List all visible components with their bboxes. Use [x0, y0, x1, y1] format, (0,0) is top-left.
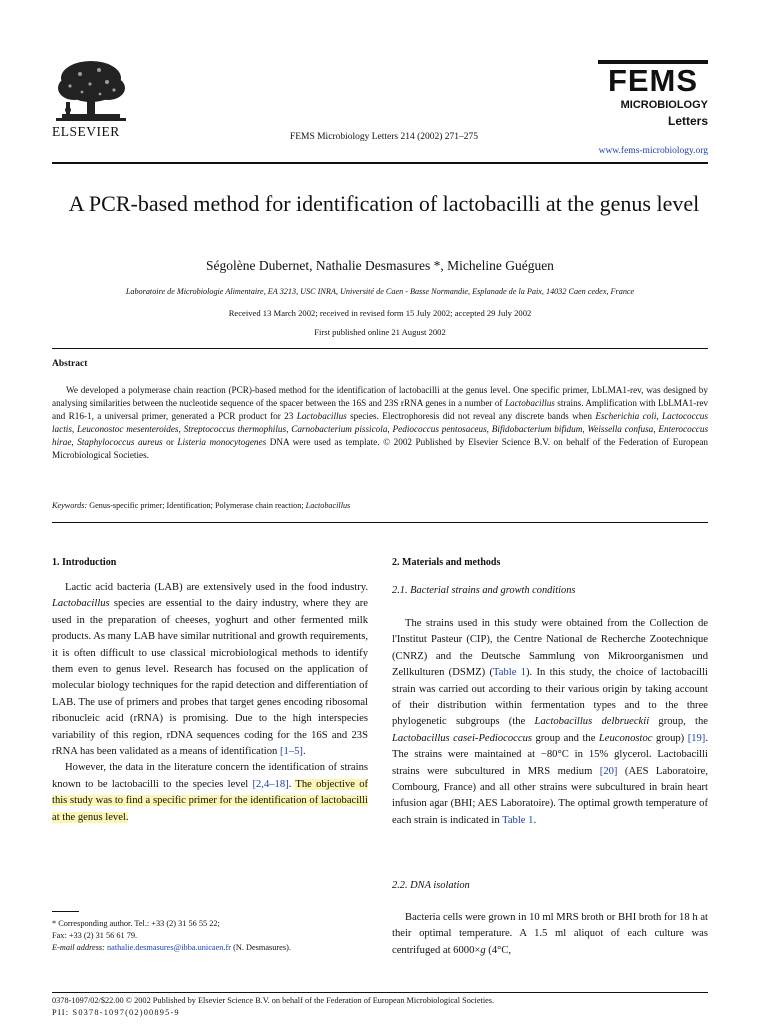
reference-link[interactable]: [2,4–18] [252, 778, 289, 790]
italic-term: Listeria monocytogenes [177, 437, 267, 448]
text-run: We developed a polymerase chain reaction (PCR)-based method for the identification of lactobacilli at the genus level. One specific primer, LbLMA1-rev, was designed by analysing similarities between the nucleotide sequence of the spacer between the 16S and 23S rRNA genes in a number of [52, 385, 708, 409]
header-divider [52, 162, 708, 164]
reference-link[interactable]: Table 1 [493, 667, 527, 679]
email-suffix: (N. Desmasures). [231, 943, 291, 953]
subsection-2-2-heading: 2.2. DNA isolation [392, 880, 470, 891]
footnotes [52, 918, 382, 955]
text-run: . The strains were maintained at −80°C in 15% glycerol. Lactobacilli strains were subcultured in MRS medium [392, 732, 708, 777]
text-run: Lactic acid bacteria (LAB) are extensively used in the food industry. [65, 582, 368, 593]
introduction-paragraph-2 [52, 760, 368, 826]
subsection-2-2-paragraph [392, 910, 708, 959]
italic-term: Lactobacillus [305, 501, 351, 510]
footnote-corresponding: * Corresponding author. Tel.: +33 (2) 31 56 55 22; [52, 919, 220, 928]
subsection-2-2-body [392, 910, 708, 959]
italic-term: Lactobacillus [296, 411, 347, 422]
keywords [52, 501, 708, 510]
fems-logo-line1: MICROBIOLOGY [620, 99, 708, 111]
reference-link[interactable]: [1–5] [280, 746, 303, 758]
text-run: , [71, 437, 78, 448]
introduction-paragraph-1 [52, 580, 368, 760]
subsection-2-1-body [392, 616, 708, 829]
reference-link[interactable]: [20] [599, 765, 618, 777]
text-run: Genus-specific primer; Identification; Polymerase chain reaction; [87, 501, 306, 510]
italic-term: Enterococcus hirae [52, 424, 709, 448]
first-published-date: First published online 21 August 2002 [314, 327, 446, 337]
authors: Ségolène Dubernet, Nathalie Desmasures *, Micheline Guéguen [206, 258, 554, 273]
reference-link[interactable]: Table 1 [502, 814, 534, 826]
text-run: , [653, 424, 659, 435]
footnote-divider [52, 911, 79, 912]
highlighted-text: The objective of this study was to find a specific primer for the identification of lactobacilli at the genus level. [52, 778, 369, 823]
abstract-body [52, 384, 708, 463]
text-run: . [288, 778, 296, 790]
text-run: . [533, 814, 537, 826]
text-run: group, the [649, 716, 708, 728]
text-run: , [71, 424, 78, 435]
text-run: strains. Amplification with LbLMA1-rev and R16-1, a universal primer, generated a PCR product for 23 [52, 398, 708, 422]
journal-citation: FEMS Microbiology Letters 214 (2002) 271–275 [289, 132, 479, 142]
methods-heading: 2. Materials and methods [392, 557, 501, 568]
italic-term: g [480, 944, 486, 956]
reference-link[interactable]: [19] [687, 732, 706, 744]
text-run: . [302, 746, 306, 758]
italic-term: Streptococcus thermophilus [183, 424, 287, 435]
text-run: DNA were used as template. © 2002 Published by Elsevier Science B.V. on behalf of the Federation of European Microbiological Societies. [52, 437, 708, 461]
abstract-heading: Abstract [52, 359, 88, 369]
italic-term: Lactobacillus [504, 398, 555, 409]
italic-term: Lactococcus lactis [52, 411, 708, 435]
affiliation: Laboratoire de Microbiologie Alimentaire, EA 3213, USC INRA, Université de Caen - Basse Normandie, Esplanade de la Paix, 14032 Caen cedex, France [125, 287, 635, 296]
received-dates: Received 13 March 2002; received in revised form 15 July 2002; accepted 29 July 2002 [228, 308, 532, 318]
text-run: Bacteria cells were grown in 10 ml MRS broth or BHI broth for 18 h at their optimal temperature. A 1.5 ml aliquot of each culture was centrifuged at 6000× [392, 912, 708, 956]
italic-term: Carnobacterium pissicola [291, 424, 388, 435]
text-run: However, the data in the literature concern the identification of strains known to be lactobacilli to the species level [52, 762, 368, 790]
article-title: A PCR-based method for identification of lactobacilli at the genus level [68, 191, 700, 216]
keywords-list [87, 501, 350, 510]
fems-logo-word: FEMS [607, 63, 699, 98]
introduction-heading: 1. Introduction [52, 557, 117, 568]
italic-term: Lactobacillus casei-Pediococcus [392, 732, 532, 744]
footnote-fax: Fax: +33 (2) 31 56 61 79. [52, 931, 138, 941]
text-run: , [486, 424, 492, 435]
email-label: E-mail address: [52, 943, 105, 953]
journal-url-link[interactable]: www.fems-microbiology.org [598, 146, 708, 156]
text-run: (AES Laboratoire, Combourg, France) and all other strains were subcultured in brain heart infusion agar (BHI; AES Laboratoire). The optimal growth temperature of each strain is indicated in [392, 765, 708, 826]
italic-term: Pediococcus pentosaceus [392, 424, 487, 435]
italic-term: Bifidobacterium bifidum [491, 424, 583, 435]
subsection-2-1-heading: 2.1. Bacterial strains and growth conditions [392, 585, 576, 596]
introduction-body [52, 580, 368, 826]
italic-term: Weissella confusa [587, 424, 654, 435]
email-link[interactable]: nathalie.desmasures@ibba.unicaen.fr [107, 943, 231, 953]
text-run: group and the [532, 732, 599, 744]
italic-term: Staphylococcus aureus [77, 437, 163, 448]
italic-term: Lactobacillus delbrueckii [534, 716, 650, 728]
italic-term: Leuconostoc mesenteroides [77, 424, 179, 435]
text-run: ). In this study, the choice of lactobacilli strain was carried out according to their various origin by taking account of their distribution within fermentation types and to the three phylogenetic subgroups (the [392, 667, 708, 728]
keywords-label: Keywords: [52, 501, 88, 510]
italic-term: Escherichia coli [595, 411, 657, 422]
text-run: , [286, 424, 292, 435]
publisher-name: ELSEVIER [52, 124, 120, 139]
text-run: species. Electrophoresis did not reveal any discrete bands when [346, 411, 596, 422]
text-run: , [656, 411, 663, 422]
text-run: The strains used in this study were obtained from the Collection de l'Institut Pasteur (CIP), the Centre National de Recherche Zootechnique (CNRZ) and the Deutsche Sammlung von Mikroorganismen und Zellkulturen (DSMZ) ( [392, 618, 708, 679]
text-run: or [162, 437, 178, 448]
text-run: , [387, 424, 393, 435]
text-run: , [582, 424, 588, 435]
pii-line: PII: S0378-1097(02)00895-9 [52, 1008, 180, 1017]
copyright-line: 0378-1097/02/$22.00 © 2002 Published by Elsevier Science B.V. on behalf of the Federation of European Microbiological Societies. [52, 996, 495, 1005]
italic-term: Lactobacillus [52, 598, 110, 610]
subsection-2-1-paragraph [392, 616, 708, 829]
footnote-email [52, 942, 382, 954]
abstract-bottom-divider [52, 522, 708, 523]
text-run: group) [652, 732, 688, 744]
text-run: (4°C, [485, 944, 512, 956]
abstract-top-divider [52, 348, 708, 349]
fems-logo-line2: Letters [667, 114, 708, 128]
italic-term: Leuconostoc [598, 732, 653, 744]
text-run: species are essential to the dairy industry, where they are used in the preparation of cheeses, yoghurt and other fermented milk products. As many LAB have similar nutritional and growth requirements, it is often difficult to use classical microbiological methods to identify them even to genus level. Research has focused on the application of molecular biology techniques for the rapid detection and differentiation of LAB. The use of primers and probes that target genes encoding ribosomal ribonucleic acid (rRNA) is promising. Due to the high interspecies variability of this region, rDNA sequences coding for the 16S and 23S rRNA has been validated as a means of identification [52, 598, 368, 758]
text-run: , [178, 424, 184, 435]
footer-divider [52, 992, 708, 993]
